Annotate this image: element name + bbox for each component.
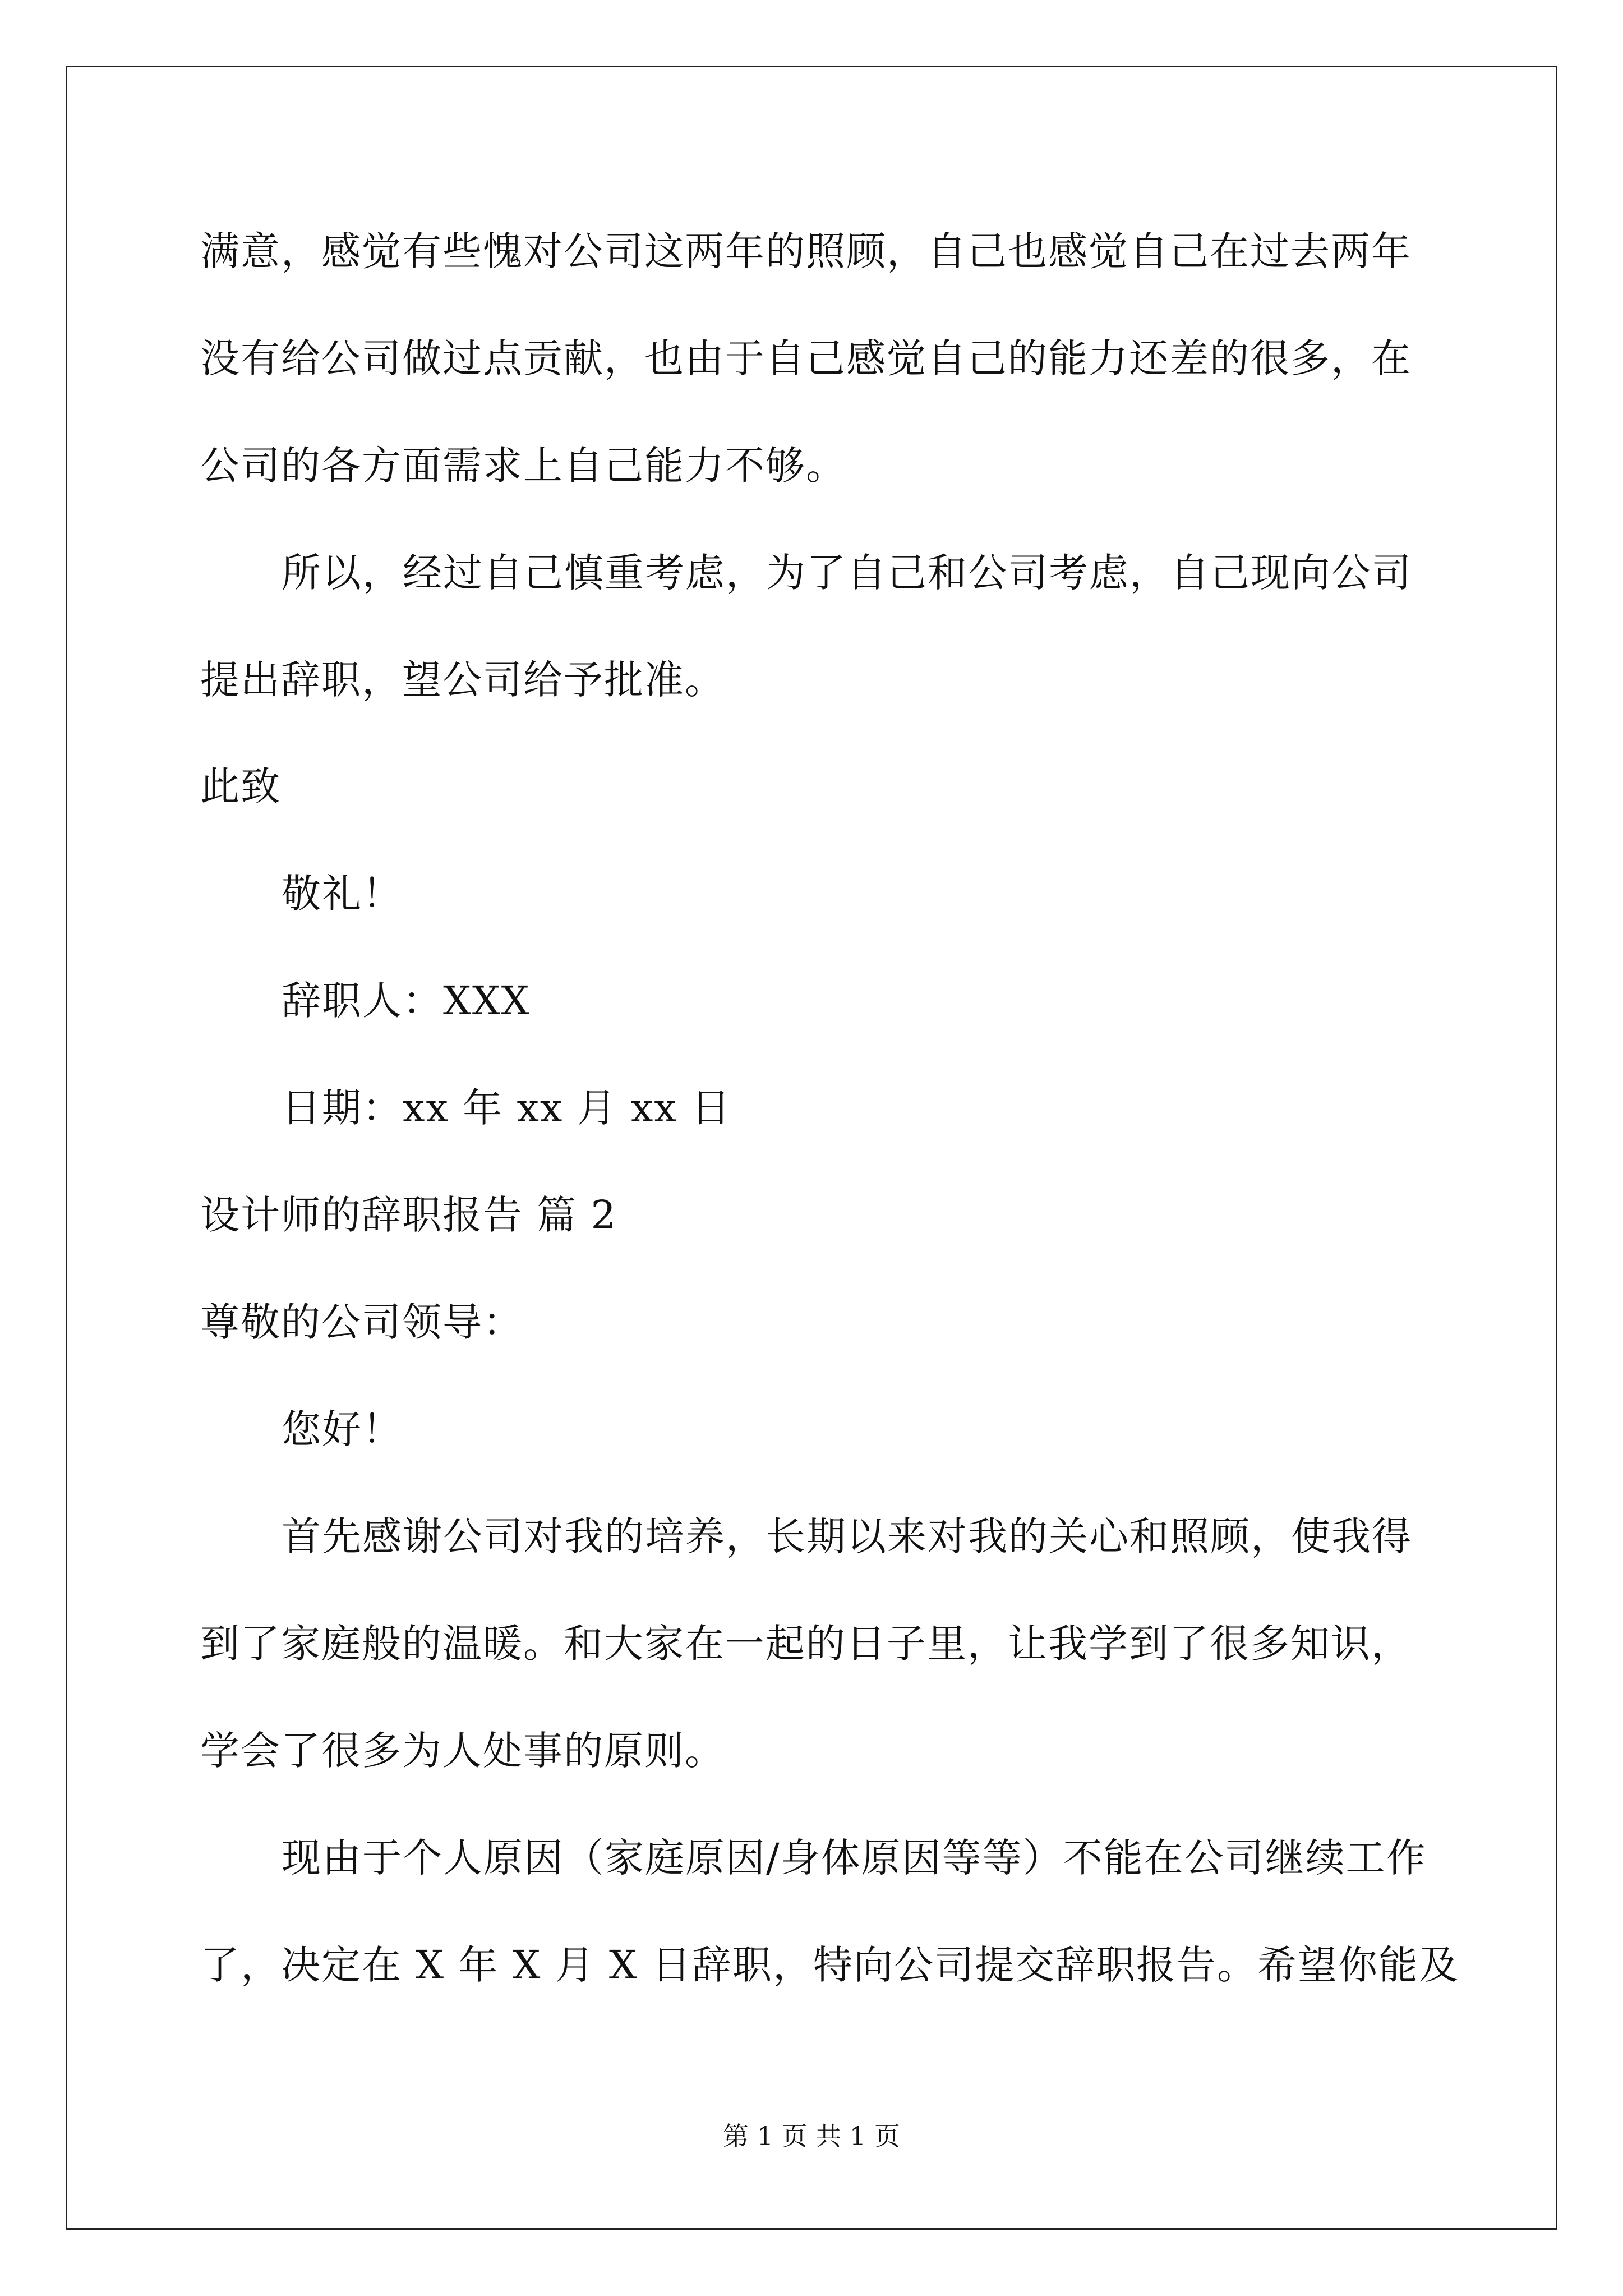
body-line-13: 首先感谢公司对我的培养，长期以来对我的关心和照顾，使我得 <box>282 1513 1412 1559</box>
body-line-14: 到了家庭般的温暖。和大家在一起的日子里，让我学到了很多知识， <box>200 1621 1412 1667</box>
letter-hello: 您好！ <box>282 1406 403 1452</box>
date-line: 日期：xx 年 xx 月 xx 日 <box>282 1085 732 1131</box>
section-heading: 设计师的辞职报告 篇 2 <box>200 1192 617 1238</box>
closing-salutation: 此致 <box>200 763 281 809</box>
letter-greeting: 尊敬的公司领导： <box>200 1299 523 1345</box>
closing-regards: 敬礼！ <box>282 871 403 917</box>
body-line-16: 现由于个人原因（家庭原因/身体原因等等）不能在公司继续工作 <box>282 1835 1427 1881</box>
body-line-4: 所以，经过自己慎重考虑，为了自己和公司考虑，自己现向公司 <box>282 550 1412 596</box>
body-line-17: 了，决定在 X 年 X 月 X 日辞职，特向公司提交辞职报告。希望你能及 <box>200 1942 1460 1988</box>
page-border <box>66 66 1557 2230</box>
page-footer: 第 1 页 共 1 页 <box>723 2121 900 2151</box>
body-line-3: 公司的各方面需求上自己能力不够。 <box>200 443 846 489</box>
body-line-15: 学会了很多为人处事的原则。 <box>200 1728 725 1774</box>
body-line-2: 没有给公司做过点贡献，也由于自己感觉自己的能力还差的很多，在 <box>200 335 1412 381</box>
body-line-5: 提出辞职，望公司给予批准。 <box>200 657 725 703</box>
signature-line: 辞职人：XXX <box>282 978 531 1024</box>
body-line-1: 满意，感觉有些愧对公司这两年的照顾，自己也感觉自己在过去两年 <box>200 228 1412 274</box>
